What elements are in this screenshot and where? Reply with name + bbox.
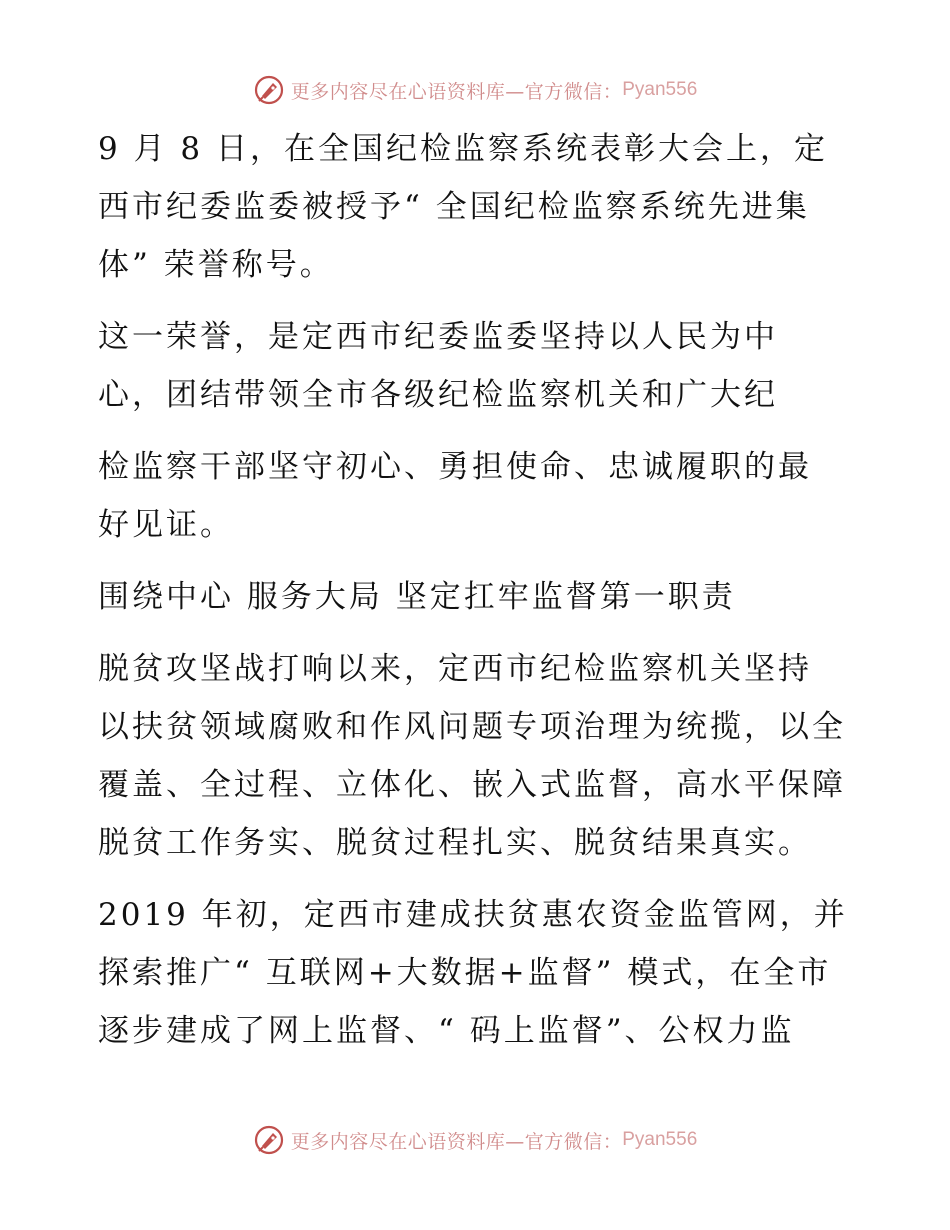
paragraph: [98, 640, 858, 872]
text-line: 脱贫工作务实、脱贫过程扎实、脱贫结果真实。: [98, 825, 812, 861]
text-line: 9 月 8 日，在全国纪检监察系统表彰大会上，定: [98, 131, 829, 167]
pen-nib-logo-icon: [253, 1124, 285, 1156]
text-line: 西市纪委监委被授予“ 全国纪检监察系统先进集: [98, 189, 810, 225]
text-line: 覆盖、全过程、立体化、嵌入式监督，高水平保障: [98, 767, 846, 803]
text-line: 逐步建成了网上监督、“ 码上监督”、公权力监: [98, 1013, 795, 1049]
heading-line: 围绕中心 服务大局 坚定扛牢监督第一职责: [98, 579, 736, 615]
paragraph: [98, 308, 858, 424]
body-text: [98, 120, 858, 1060]
watermark-handle: Pyan556: [622, 1129, 698, 1150]
text-line: 检监察干部坚守初心、勇担使命、忠诚履职的最: [98, 449, 812, 485]
text-line: 2019 年初，定西市建成扶贫惠农资金监管网，并: [98, 897, 848, 933]
watermark-handle: Pyan556: [622, 79, 698, 100]
footer-watermark: [0, 1120, 950, 1160]
text-line: 探索推广“ 互联网+大数据+监督” 模式，在全市: [98, 955, 832, 991]
watermark-text: 更多内容尽在心语资料库—官方微信：: [290, 80, 623, 103]
text-line: 以扶贫领域腐败和作风问题专项治理为统揽，以全: [98, 709, 846, 745]
watermark-text: 更多内容尽在心语资料库—官方微信：: [290, 1130, 623, 1153]
section-heading: [98, 568, 858, 626]
paragraph: [98, 120, 858, 294]
paragraph: [98, 886, 858, 1060]
text-line: 脱贫攻坚战打响以来，定西市纪检监察机关坚持: [98, 651, 812, 687]
header-watermark: [0, 70, 950, 110]
text-line: 好见证。: [98, 507, 234, 543]
paragraph: [98, 438, 858, 554]
text-line: 体” 荣誉称号。: [98, 247, 334, 283]
pen-nib-logo-icon: [253, 74, 285, 106]
text-line: 心，团结带领全市各级纪检监察机关和广大纪: [98, 377, 778, 413]
text-line: 这一荣誉，是定西市纪委监委坚持以人民为中: [98, 319, 778, 355]
